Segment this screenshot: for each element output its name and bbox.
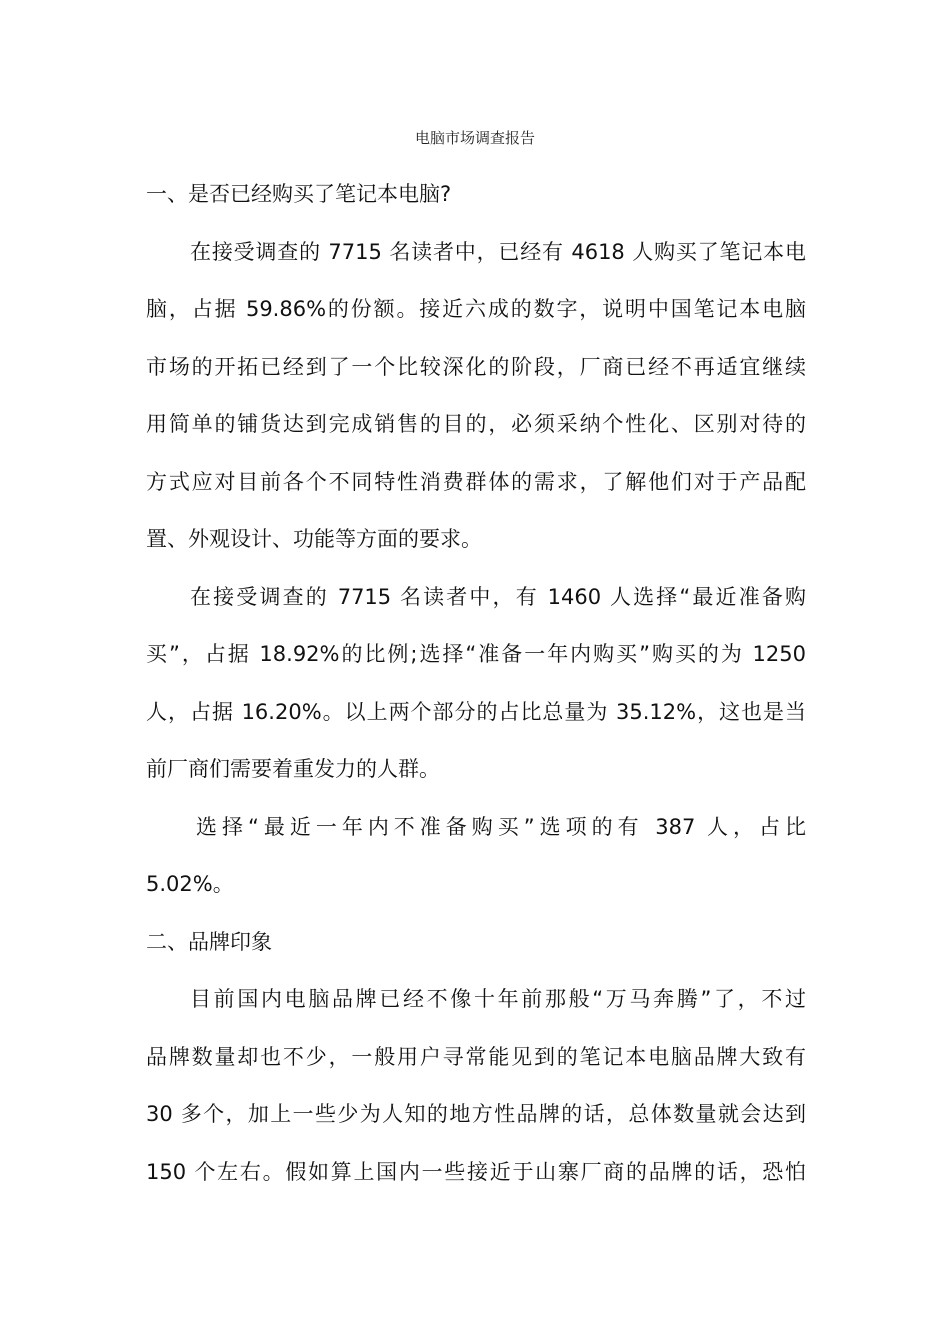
paragraph-line: 在接受调查的 7715 名读者中，已经有 4618 人购买了笔记本电 — [190, 239, 806, 264]
paragraph-line: 人，占据 16.20%。以上两个部分的占比总量为 35.12%，这也是当 — [146, 699, 806, 724]
paragraph-line: 目前国内电脑品牌已经不像十年前那般“万马奔腾”了，不过 — [190, 987, 806, 1011]
paragraph-line: 150 个左右。假如算上国内一些接近于山寨厂商的品牌的话，恐怕 — [146, 1159, 806, 1184]
paragraph-line: 置、外观设计、功能等方面的要求。 — [146, 527, 482, 551]
document-title: 电脑市场调查报告 — [414, 129, 535, 147]
paragraph-line: 市场的开拓已经到了一个比较深化的阶段，厂商已经不再适宜继续 — [146, 354, 806, 379]
paragraph-line: 用简单的铺货达到完成销售的目的，必须采纳个性化、区别对待的 — [146, 412, 806, 436]
paragraph-line: 30 多个，加上一些少为人知的地方性品牌的话，总体数量就会达到 — [146, 1102, 806, 1126]
paragraph-line: 脑，占据 59.86%的份额。接近六成的数字，说明中国笔记本电脑 — [146, 297, 806, 321]
paragraph-line: 选择“最近一年内不准备购买”选项的有 387 人，占比 — [196, 814, 806, 839]
paragraph-line: 前厂商们需要着重发力的人群。 — [146, 757, 440, 781]
section-heading-purchase: 一、是否已经购买了笔记本电脑? — [146, 182, 452, 206]
section-heading-brand: 二、品牌印象 — [146, 929, 272, 954]
paragraph-line: 方式应对目前各个不同特性消费群体的需求，了解他们对于产品配 — [146, 469, 806, 494]
paragraph-line: 5.02%。 — [146, 872, 234, 896]
document-body — [146, 166, 806, 1201]
paragraph-line: 买”，占据 18.92%的比例;选择“准备一年内购买”购买的为 1250 — [146, 642, 806, 666]
paragraph-line: 品牌数量却也不少，一般用户寻常能见到的笔记本电脑品牌大致有 — [146, 1044, 806, 1069]
paragraph-line: 在接受调查的 7715 名读者中，有 1460 人选择“最近准备购 — [190, 584, 806, 609]
